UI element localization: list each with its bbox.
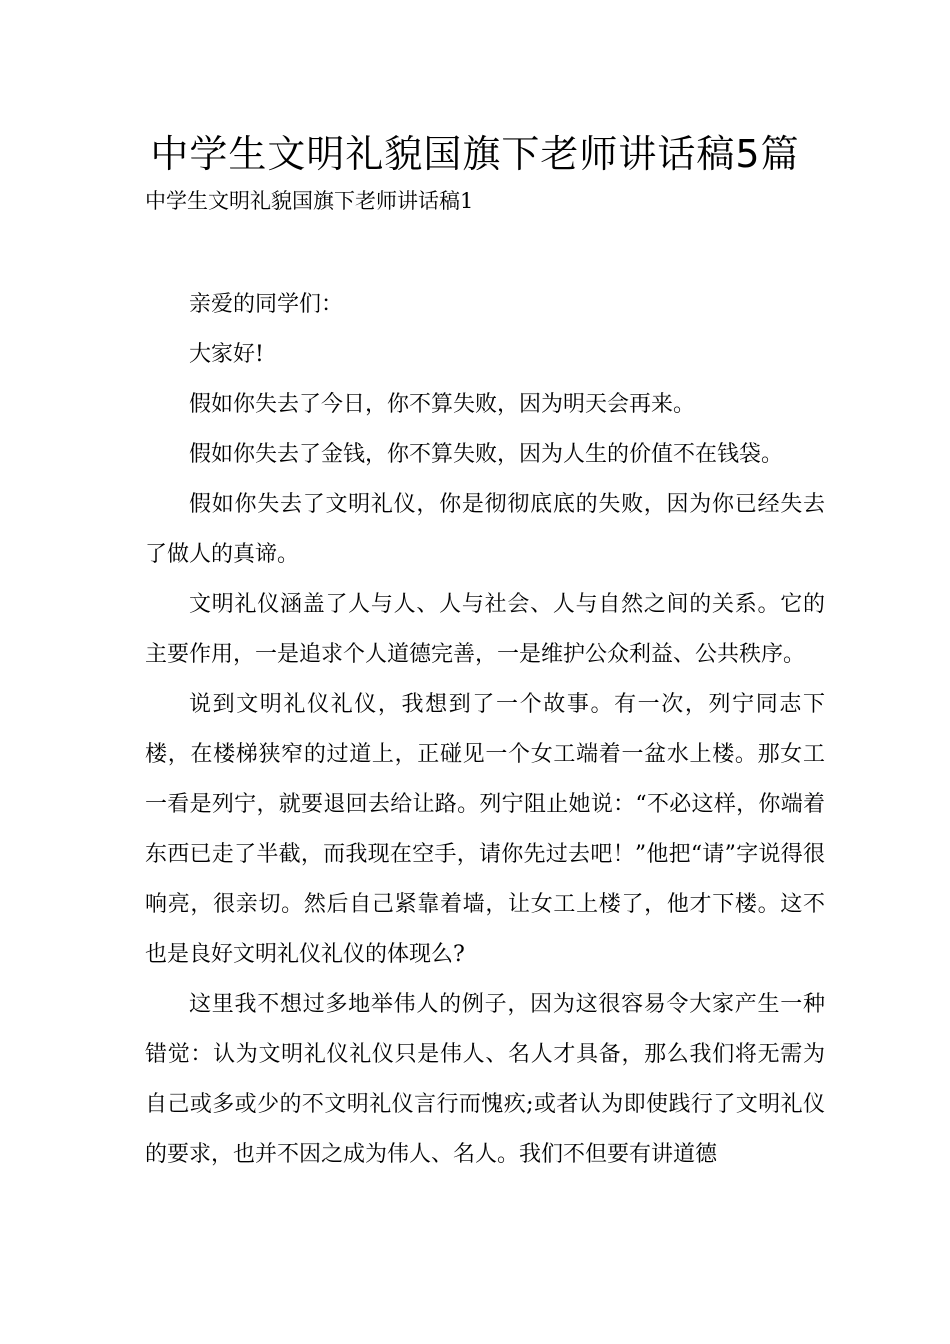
paragraph: 假如你失去了今日，你不算失败，因为明天会再来。 bbox=[189, 392, 696, 417]
paragraph: 这里我不想过多地举伟人的例子，因为这很容易令大家产生一种错觉：认为文明礼仪礼仪只是伟人、名人才具备，那么我们将无需为自己或多或少的不文明礼仪言行而愧疚;或者认为即使践行了文明礼仪的要求，也并不因之成为伟人、名人。我们不但要有讲道德 bbox=[145, 992, 825, 1167]
paragraph: 说到文明礼仪礼仪，我想到了一个故事。有一次，列宁同志下楼，在楼梯狭窄的过道上，正碰见一个女工端着一盆水上楼。那女工一看是列宁，就要退回去给让路。列宁阻止她说：“不必这样，你端着东西已走了半截，而我现在空手，请你先过去吧！”他把“请”字说得很响亮，很亲切。然后自己紧靠着墙，让女工上楼了，他才下楼。这不也是良好文明礼仪礼仪的体现么? bbox=[145, 692, 825, 967]
document-body bbox=[145, 280, 825, 1180]
paragraph-greeting: 亲爱的同学们： bbox=[189, 292, 344, 317]
paragraph: 假如你失去了金钱，你不算失败，因为人生的价值不在钱袋。 bbox=[189, 442, 784, 467]
paragraph: 假如你失去了文明礼仪，你是彻彻底底的失败，因为你已经失去了做人的真谛。 bbox=[145, 492, 825, 567]
paragraph-hello: 大家好! bbox=[189, 342, 264, 367]
page-title: 中学生文明礼貌国旗下老师讲话稿5篇 bbox=[150, 132, 800, 176]
section-heading: 中学生文明礼貌国旗下老师讲话稿1 bbox=[145, 189, 474, 213]
paragraph: 文明礼仪涵盖了人与人、人与社会、人与自然之间的关系。它的主要作用，一是追求个人道德完善，一是维护公众利益、公共秩序。 bbox=[145, 592, 825, 667]
